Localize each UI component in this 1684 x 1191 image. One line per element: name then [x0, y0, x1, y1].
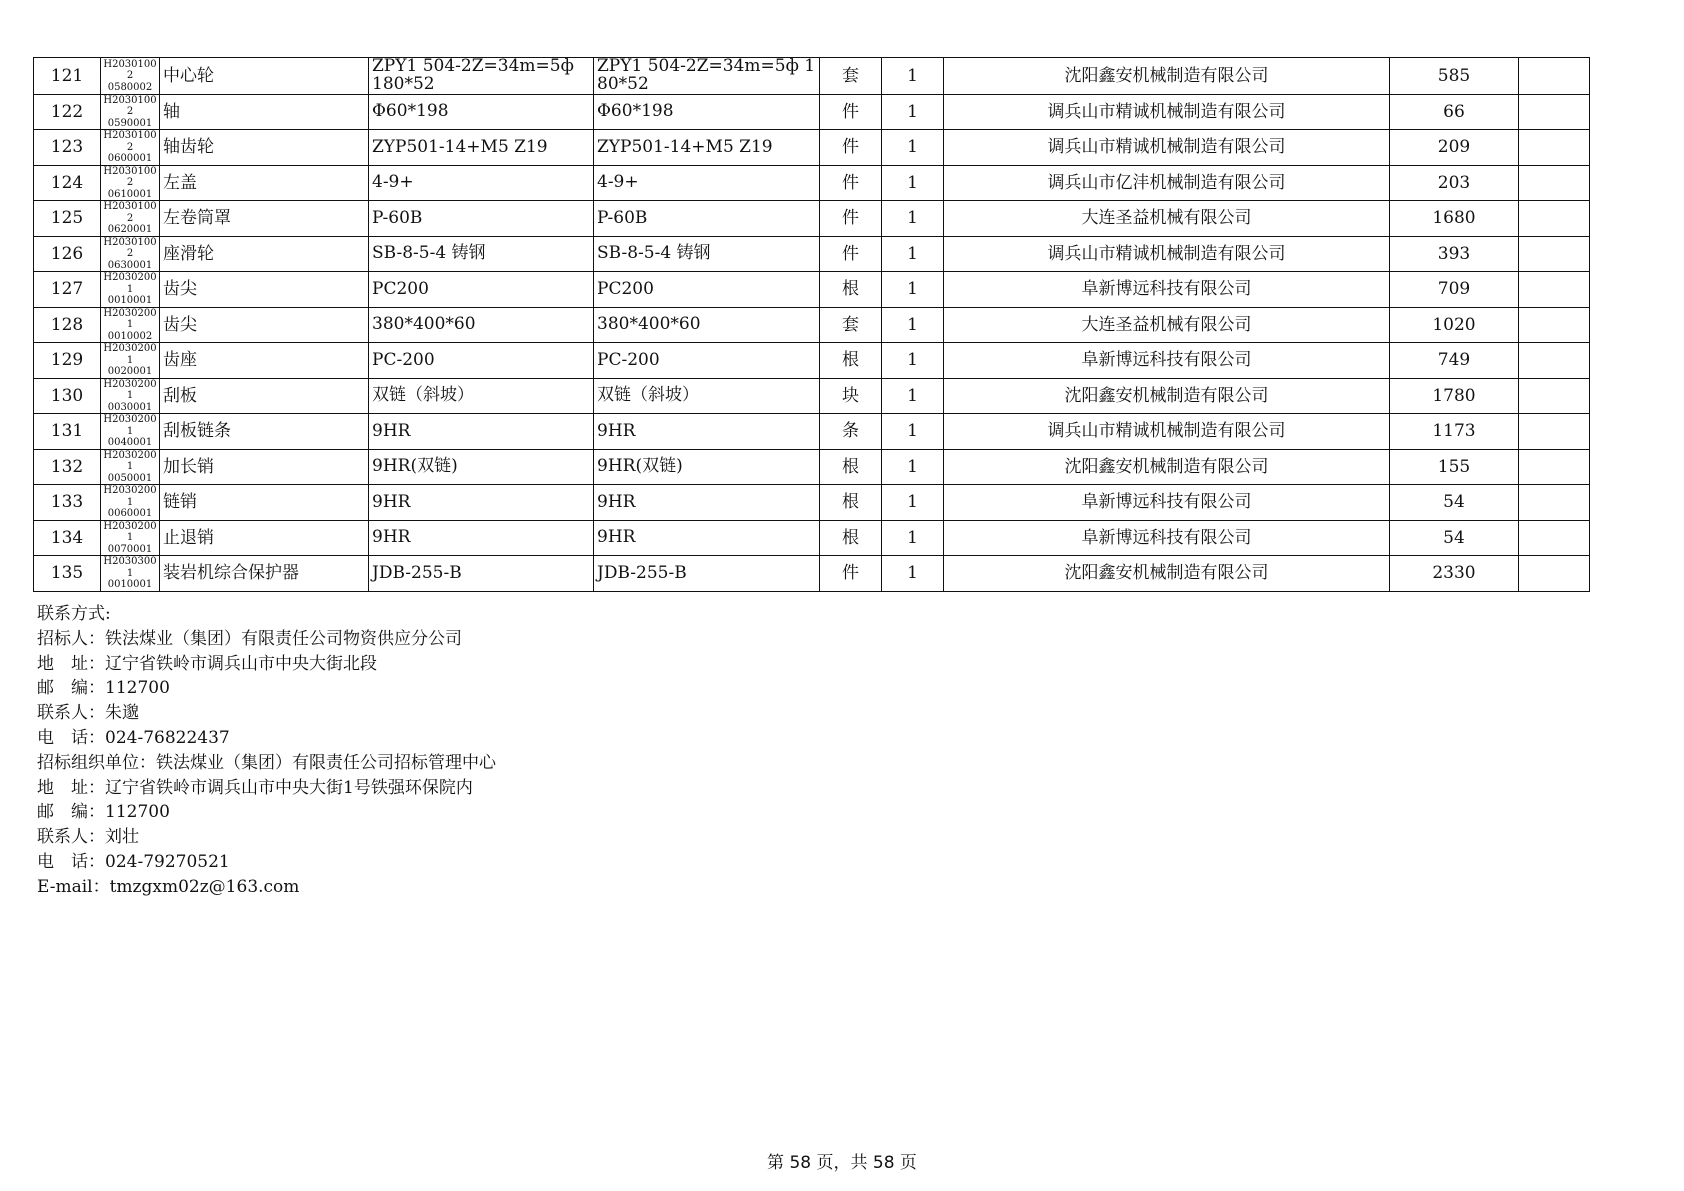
material-spec: ZYP501-14+M5 Z19 [369, 130, 594, 166]
vendor: 调兵山市精诚机械制造有限公司 [944, 414, 1390, 450]
material-name: 齿尖 [160, 272, 369, 308]
row-number: 127 [34, 272, 101, 308]
vendor: 调兵山市精诚机械制造有限公司 [944, 94, 1390, 130]
material-name: 齿座 [160, 343, 369, 379]
row-number: 122 [34, 94, 101, 130]
material-name: 中心轮 [160, 58, 369, 95]
table-row [34, 556, 1590, 592]
table-row [34, 520, 1590, 556]
material-model: JDB-255-B [594, 556, 820, 592]
price: 709 [1390, 272, 1519, 308]
row-number: 128 [34, 307, 101, 343]
vendor: 调兵山市亿沣机械制造有限公司 [944, 165, 1390, 201]
page-number: 第 58 页，共 58 页 [767, 1153, 917, 1173]
price: 66 [1390, 94, 1519, 130]
material-model: 9HR [594, 520, 820, 556]
contact-heading: 联系方式: [37, 604, 111, 624]
row-number: 126 [34, 236, 101, 272]
price: 54 [1390, 485, 1519, 521]
vendor: 沈阳鑫安机械制造有限公司 [944, 449, 1390, 485]
note [1519, 94, 1590, 130]
contact-line: 地 址：辽宁省铁岭市调兵山市中央大街北段 [37, 653, 377, 674]
quantity: 1 [882, 201, 944, 237]
unit: 条 [820, 414, 882, 450]
table-row [34, 343, 1590, 379]
vendor: 调兵山市精诚机械制造有限公司 [944, 236, 1390, 272]
material-spec: JDB-255-B [369, 556, 594, 592]
row-number: 131 [34, 414, 101, 450]
material-model: P-60B [594, 201, 820, 237]
quantity: 1 [882, 307, 944, 343]
material-spec: ZPY1 504-2Z=34m=5ф 180*52 [369, 58, 594, 95]
unit: 根 [820, 272, 882, 308]
quantity: 1 [882, 520, 944, 556]
table-row [34, 165, 1590, 201]
note [1519, 201, 1590, 237]
material-spec: SB-8-5-4 铸钢 [369, 236, 594, 272]
note [1519, 236, 1590, 272]
table-row [34, 130, 1590, 166]
price: 1780 [1390, 378, 1519, 414]
unit: 套 [820, 58, 882, 95]
contact-info [37, 602, 496, 900]
note [1519, 165, 1590, 201]
price: 54 [1390, 520, 1519, 556]
table-row [34, 236, 1590, 272]
material-spec: 9HR(双链) [369, 449, 594, 485]
material-spec: 9HR [369, 485, 594, 521]
vendor: 沈阳鑫安机械制造有限公司 [944, 58, 1390, 95]
material-code: H20301002 0600001 [101, 130, 160, 166]
note [1519, 414, 1590, 450]
material-code: H20302001 0010002 [101, 307, 160, 343]
material-code: H20301002 0610001 [101, 165, 160, 201]
vendor: 大连圣益机械有限公司 [944, 201, 1390, 237]
quantity: 1 [882, 236, 944, 272]
unit: 件 [820, 165, 882, 201]
vendor: 阜新博远科技有限公司 [944, 485, 1390, 521]
quantity: 1 [882, 272, 944, 308]
material-name: 加长销 [160, 449, 369, 485]
quantity: 1 [882, 130, 944, 166]
table-row [34, 58, 1590, 95]
material-model: ZYP501-14+M5 Z19 [594, 130, 820, 166]
quantity: 1 [882, 343, 944, 379]
table-row [34, 414, 1590, 450]
note [1519, 378, 1590, 414]
material-code: H20302001 0020001 [101, 343, 160, 379]
vendor: 调兵山市精诚机械制造有限公司 [944, 130, 1390, 166]
note [1519, 130, 1590, 166]
note [1519, 556, 1590, 592]
material-name: 左盖 [160, 165, 369, 201]
vendor: 阜新博远科技有限公司 [944, 520, 1390, 556]
material-code: H20302001 0050001 [101, 449, 160, 485]
table-row [34, 307, 1590, 343]
material-model: 9HR(双链) [594, 449, 820, 485]
material-spec: 9HR [369, 414, 594, 450]
price: 749 [1390, 343, 1519, 379]
price: 2330 [1390, 556, 1519, 592]
unit: 件 [820, 556, 882, 592]
vendor: 阜新博远科技有限公司 [944, 343, 1390, 379]
material-model: ZPY1 504-2Z=34m=5ф 180*52 [594, 58, 820, 95]
price: 155 [1390, 449, 1519, 485]
material-model: SB-8-5-4 铸钢 [594, 236, 820, 272]
price: 203 [1390, 165, 1519, 201]
unit: 件 [820, 201, 882, 237]
contact-email: E-mail：tmzgxm02z@163.com [37, 876, 300, 897]
vendor: 阜新博远科技有限公司 [944, 272, 1390, 308]
note [1519, 343, 1590, 379]
material-code: H20301002 0630001 [101, 236, 160, 272]
price: 209 [1390, 130, 1519, 166]
row-number: 134 [34, 520, 101, 556]
unit: 根 [820, 343, 882, 379]
material-model: PC200 [594, 272, 820, 308]
row-number: 132 [34, 449, 101, 485]
material-model: PC-200 [594, 343, 820, 379]
contact-line: 邮 编：112700 [37, 802, 170, 823]
material-model: 9HR [594, 414, 820, 450]
material-name: 座滑轮 [160, 236, 369, 272]
unit: 件 [820, 236, 882, 272]
price: 585 [1390, 58, 1519, 95]
price: 1173 [1390, 414, 1519, 450]
material-code: H20302001 0070001 [101, 520, 160, 556]
unit: 根 [820, 520, 882, 556]
row-number: 129 [34, 343, 101, 379]
contact-line: 联系人：刘壮 [37, 827, 139, 848]
contact-line: 电 话：024-79270521 [37, 851, 230, 872]
unit: 件 [820, 94, 882, 130]
price: 1020 [1390, 307, 1519, 343]
quantity: 1 [882, 94, 944, 130]
material-spec: PC200 [369, 272, 594, 308]
material-name: 齿尖 [160, 307, 369, 343]
table-row [34, 272, 1590, 308]
contact-line: 电 话：024-76822437 [37, 727, 230, 748]
contact-line: 招标组织单位：铁法煤业（集团）有限责任公司招标管理中心 [37, 752, 496, 773]
material-spec: 双链（斜坡） [369, 378, 594, 414]
contact-line: 招标人：铁法煤业（集团）有限责任公司物资供应分公司 [37, 628, 462, 649]
quantity: 1 [882, 58, 944, 95]
contact-line: 联系人：朱邈 [37, 703, 139, 724]
row-number: 124 [34, 165, 101, 201]
note [1519, 58, 1590, 95]
table-row [34, 485, 1590, 521]
material-name: 轴齿轮 [160, 130, 369, 166]
material-model: 9HR [594, 485, 820, 521]
table-body [34, 58, 1590, 592]
material-code: H20302001 0010001 [101, 272, 160, 308]
table-row [34, 94, 1590, 130]
material-model: 双链（斜坡） [594, 378, 820, 414]
material-code: H20303001 0010001 [101, 556, 160, 592]
material-code: H20301002 0620001 [101, 201, 160, 237]
quantity: 1 [882, 556, 944, 592]
material-model: 380*400*60 [594, 307, 820, 343]
unit: 套 [820, 307, 882, 343]
material-code: H20301002 0580002 [101, 58, 160, 95]
vendor: 沈阳鑫安机械制造有限公司 [944, 556, 1390, 592]
material-name: 止退销 [160, 520, 369, 556]
price: 393 [1390, 236, 1519, 272]
row-number: 121 [34, 58, 101, 95]
bid-items-sheet [33, 57, 1577, 592]
note [1519, 520, 1590, 556]
unit: 件 [820, 130, 882, 166]
row-number: 135 [34, 556, 101, 592]
quantity: 1 [882, 449, 944, 485]
note [1519, 449, 1590, 485]
material-name: 装岩机综合保护器 [160, 556, 369, 592]
note [1519, 272, 1590, 308]
material-code: H20301002 0590001 [101, 94, 160, 130]
quantity: 1 [882, 165, 944, 201]
material-name: 刮板 [160, 378, 369, 414]
note [1519, 307, 1590, 343]
quantity: 1 [882, 378, 944, 414]
material-spec: P-60B [369, 201, 594, 237]
contact-line: 邮 编：112700 [37, 678, 170, 699]
material-model: Φ60*198 [594, 94, 820, 130]
material-spec: PC-200 [369, 343, 594, 379]
quantity: 1 [882, 414, 944, 450]
table-row [34, 449, 1590, 485]
material-name: 刮板链条 [160, 414, 369, 450]
row-number: 123 [34, 130, 101, 166]
material-spec: 380*400*60 [369, 307, 594, 343]
material-spec: 4-9+ [369, 165, 594, 201]
note [1519, 485, 1590, 521]
table-row [34, 201, 1590, 237]
row-number: 130 [34, 378, 101, 414]
price: 1680 [1390, 201, 1519, 237]
row-number: 133 [34, 485, 101, 521]
material-spec: 9HR [369, 520, 594, 556]
material-code: H20302001 0030001 [101, 378, 160, 414]
unit: 根 [820, 449, 882, 485]
vendor: 大连圣益机械有限公司 [944, 307, 1390, 343]
material-name: 轴 [160, 94, 369, 130]
quantity: 1 [882, 485, 944, 521]
material-code: H20302001 0040001 [101, 414, 160, 450]
material-code: H20302001 0060001 [101, 485, 160, 521]
row-number: 125 [34, 201, 101, 237]
material-name: 左卷筒罩 [160, 201, 369, 237]
unit: 块 [820, 378, 882, 414]
bid-items-table [33, 57, 1590, 592]
material-name: 链销 [160, 485, 369, 521]
table-row [34, 378, 1590, 414]
material-model: 4-9+ [594, 165, 820, 201]
contact-line: 地 址：辽宁省铁岭市调兵山市中央大街1号铁强环保院内 [37, 777, 473, 798]
unit: 根 [820, 485, 882, 521]
vendor: 沈阳鑫安机械制造有限公司 [944, 378, 1390, 414]
material-spec: Φ60*198 [369, 94, 594, 130]
